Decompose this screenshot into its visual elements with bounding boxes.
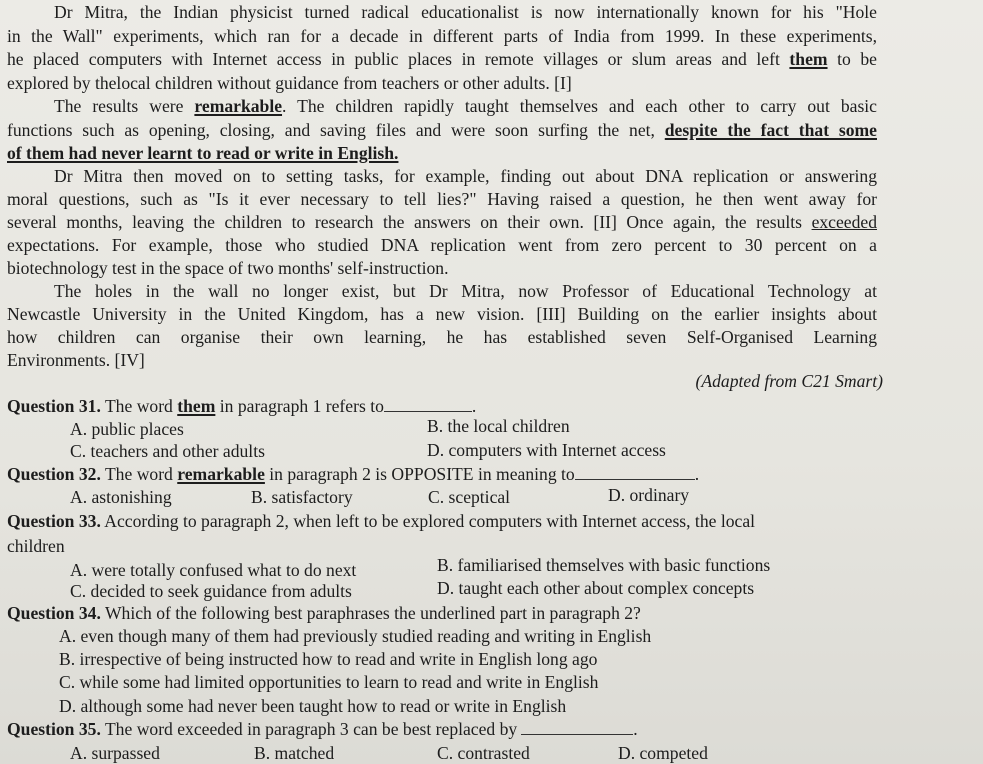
- answer-blank: [384, 397, 472, 412]
- q34-option-a[interactable]: A. even though many of them had previously studied reading and writing in English: [59, 626, 652, 646]
- text-segment: in paragraph 2 is OPPOSITE in meaning to: [264, 464, 575, 484]
- question-32-stem: [7, 464, 699, 485]
- text-segment: The word: [100, 464, 178, 484]
- q34-option-b[interactable]: B. irrespective of being instructed how to read and write in English long ago: [59, 649, 598, 669]
- text-segment: in paragraph 1 refers to: [215, 396, 384, 416]
- passage-p4-line2: Newcastle University in the United Kingdom, has a new vision. [III] Building on the earlier insights about: [7, 304, 877, 324]
- q31-option-a[interactable]: A. public places: [70, 419, 184, 439]
- text-segment: to be: [827, 49, 877, 69]
- passage-p1-line3: [7, 49, 877, 70]
- passage-p3-line5: biotechnology test in the space of two months' self-instruction.: [7, 258, 449, 278]
- q33-option-d[interactable]: D. taught each other about complex concepts: [437, 578, 755, 598]
- q35-option-b[interactable]: B. matched: [254, 743, 335, 763]
- underlined-word: remarkable: [177, 464, 265, 484]
- q33-option-b[interactable]: B. familiarised themselves with basic functions: [437, 555, 771, 575]
- q33-option-c[interactable]: C. decided to seek guidance from adults: [70, 581, 352, 601]
- text-segment: According to paragraph 2, when left to be explored computers with Internet access, the local: [100, 511, 756, 531]
- question-number: Question 33.: [7, 511, 101, 531]
- text-segment: several months, leaving the children to research the answers on their own. [II] Once again, the results: [7, 212, 812, 232]
- q35-option-c[interactable]: C. contrasted: [437, 743, 530, 763]
- text-segment: .: [471, 396, 477, 416]
- text-segment: The word exceeded in paragraph 3 can be best replaced by: [100, 719, 518, 739]
- answer-blank: [521, 720, 633, 735]
- question-number: Question 35.: [7, 719, 101, 739]
- passage-p2-line1: [54, 96, 877, 117]
- underlined-phrase-part1: despite the fact that some: [664, 120, 877, 140]
- q32-option-b[interactable]: B. satisfactory: [251, 487, 353, 507]
- passage-p3-line2: moral questions, such as "Is it ever necessary to tell lies?" Having raised a question, he then went away for: [7, 189, 877, 209]
- passage-p3-line4: expectations. For example, those who studied DNA replication went from zero percent to 30 percent on a: [7, 235, 877, 255]
- q34-option-c[interactable]: C. while some had limited opportunities to learn to read and write in English: [59, 672, 599, 692]
- passage-p1-line4: explored by thelocal children without guidance from teachers or other adults. [I]: [7, 73, 572, 93]
- underlined-them: them: [789, 49, 828, 69]
- text-segment: Which of the following best paraphrases the underlined part in paragraph 2?: [100, 603, 641, 623]
- q33-option-a[interactable]: A. were totally confused what to do next: [70, 560, 357, 580]
- passage-p4-line4: Environments. [IV]: [7, 350, 145, 370]
- q34-option-d[interactable]: D. although some had never been taught how to read or write in English: [59, 696, 567, 716]
- underlined-exceeded: exceeded: [811, 212, 877, 232]
- q32-option-a[interactable]: A. astonishing: [70, 487, 172, 507]
- underlined-remarkable: remarkable: [194, 96, 283, 116]
- question-34-stem: [7, 603, 641, 624]
- text-segment: . The children rapidly taught themselves and each other to carry out basic: [282, 96, 877, 116]
- q31-option-c[interactable]: C. teachers and other adults: [70, 441, 265, 461]
- q32-option-c[interactable]: C. sceptical: [428, 487, 511, 507]
- underlined-word: them: [177, 396, 216, 416]
- passage-p1-line2: in the Wall" experiments, which ran for a decade in different parts of India from 1999. In these experiments,: [7, 26, 877, 46]
- passage-source: (Adapted from C21 Smart): [695, 371, 883, 391]
- q31-option-d[interactable]: D. computers with Internet access: [427, 440, 666, 460]
- question-number: Question 34.: [7, 603, 101, 623]
- passage-p4-line3: how children can organise their own learning, he has established seven Self-Organised Learning: [7, 327, 877, 347]
- underlined-phrase-part2: of them had never learnt to read or write in English.: [7, 143, 399, 163]
- question-35-stem: [7, 719, 638, 740]
- q35-option-d[interactable]: D. competed: [618, 743, 708, 763]
- question-33-stem-cont: children: [7, 536, 65, 556]
- passage-p2-line2: [7, 120, 877, 141]
- text-segment: The results were: [54, 96, 195, 116]
- passage-p3-line1: Dr Mitra then moved on to setting tasks, for example, finding out about DNA replication or answering: [54, 166, 877, 186]
- q35-option-a[interactable]: A. surpassed: [70, 743, 160, 763]
- answer-blank: [575, 465, 695, 480]
- q32-option-d[interactable]: D. ordinary: [608, 485, 690, 505]
- text-segment: he placed computers with Internet access in public places in remote villages or slum areas and left: [7, 49, 790, 69]
- text-segment: The word: [100, 396, 178, 416]
- text-segment: .: [633, 719, 638, 739]
- text-segment: .: [694, 464, 700, 484]
- passage-p4-line1: The holes in the wall no longer exist, but Dr Mitra, now Professor of Educational Technology at: [54, 281, 877, 301]
- passage-p1-line1: Dr Mitra, the Indian physicist turned radical educationalist is now internationally known for his "Hole: [54, 2, 877, 22]
- question-33-stem: [7, 511, 755, 532]
- question-31-stem: [7, 396, 476, 417]
- question-number: Question 32.: [7, 464, 101, 484]
- passage-p3-line3: [7, 212, 877, 233]
- q31-option-b[interactable]: B. the local children: [427, 416, 570, 436]
- text-segment: functions such as opening, closing, and saving files and were soon surfing the net,: [7, 120, 665, 140]
- question-number: Question 31.: [7, 396, 101, 416]
- passage-p2-line3: [7, 143, 877, 164]
